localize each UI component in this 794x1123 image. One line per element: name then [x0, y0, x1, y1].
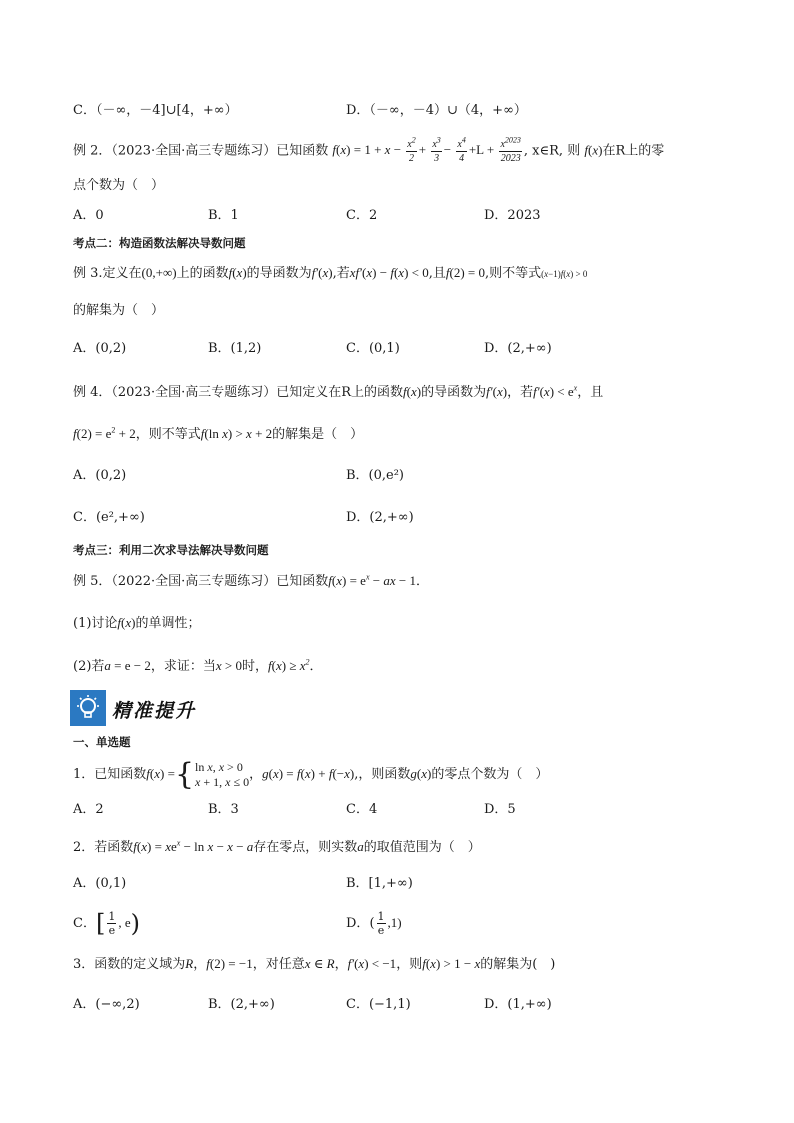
option-b: B．(0,e²) [346, 468, 405, 483]
option-c: C．4 [346, 802, 378, 817]
section-heading: 一、单选题 [73, 735, 131, 749]
option-d: D．(1,+∞) [484, 997, 552, 1012]
option-c: C．[ $\frac{1}{e}$ , e) [73, 909, 140, 938]
option-b: B．3 [208, 802, 239, 817]
section-heading: 考点三：利用二次求导法解决导数问题 [73, 543, 269, 557]
option-a: A．(0,1) [73, 876, 127, 891]
option-c: C．2 [346, 208, 378, 223]
example-5-part2: (2)若a = e − 2，求证：当x > 0时，$f(x) \ge x^2$． [73, 657, 323, 674]
example-2-line2: 点个数为（ ） [73, 178, 165, 193]
problem-3: 3．函数的定义域为R，f(2) = −1，对任意x ∈ R，f′(x) < −1，则f(x) > 1 − x的解集为( ) [73, 956, 556, 972]
option-c: C．(e²,+∞) [73, 510, 145, 525]
example-3-line1: 例 3.定义在(0,+∞)上的函数f(x)的导函数为f′(x),若xf′(x) − f(x) < 0,且f(2) = 0,则不等式(x−1)f(x) > 0 [73, 265, 588, 281]
problem-1: 1．已知函数f(x) ={ln x, x > 0 x + 1, x ≤ 0，g(x) = f(x) + f(−x),，则函数g(x)的零点个数为（ ） [73, 756, 549, 792]
option-c: C．(−1,1) [346, 997, 411, 1012]
option-a: A．(−∞,2) [73, 997, 140, 1012]
example-3-line2: 的解集为（ ） [73, 303, 165, 318]
option-d: D．( $\frac{1}{e}$ ,1) [346, 910, 402, 937]
option-b: B．(2,+∞) [208, 997, 275, 1012]
option-c: C．(0,1) [346, 341, 400, 356]
option-b: B．1 [208, 208, 239, 223]
section-heading: 考点二：构造函数法解决导数问题 [73, 236, 246, 250]
option-a: A．(0,2) [73, 341, 127, 356]
example-4-line1: 例 4．（2023·全国·高三专题练习）已知定义在R上的函数f(x)的导函数为f′(x)，若$f'(x) < e^x$，且 [73, 383, 604, 400]
option-a: A．2 [73, 802, 104, 817]
example-5-part1: (1)讨论f(x)的单调性； [73, 615, 201, 631]
option-a: A．0 [73, 208, 104, 223]
option-d: D．2023 [484, 208, 541, 223]
example-5-line1: 例 5．（2022·全国·高三专题练习）已知函数$f(x) = e^x$ − ax − 1． [73, 572, 429, 589]
problem-2: 2．若函数$f(x) = xe^x - \ln x - x - a$存在零点，则实数a的取值范围为（ ） [73, 838, 481, 855]
option-d: D．5 [484, 802, 516, 817]
option-d: D．(2,+∞) [346, 510, 414, 525]
option-d: D．(2,+∞) [484, 341, 552, 356]
option-b: B．(1,2) [208, 341, 262, 356]
option-d: D．（－∞，－4）∪（4，+∞） [346, 103, 527, 118]
example-4-line2: $f(2) = e^2 + 2$，则不等式f(ln x) > x + 2的解集是（ ） [73, 425, 364, 442]
banner-title: 精准提升 [112, 700, 197, 722]
option-b: B．[1,+∞) [346, 876, 413, 891]
option-a: A．(0,2) [73, 468, 127, 483]
lightbulb-icon [70, 690, 106, 726]
option-c: C．（－∞，－4]∪[4，+∞） [73, 103, 238, 118]
example-2-line1: 例 2．（2023·全国·高三专题练习）已知函数 f(x) = 1 + x − $\frac{x^2}{2}$ + $\frac{x^3}{3}$ − $\frac{x^4}{4}$ +L + $\frac{x^{2023}}{2023}$ , x∈R, 则 f(x)在R上的零 [73, 135, 665, 164]
